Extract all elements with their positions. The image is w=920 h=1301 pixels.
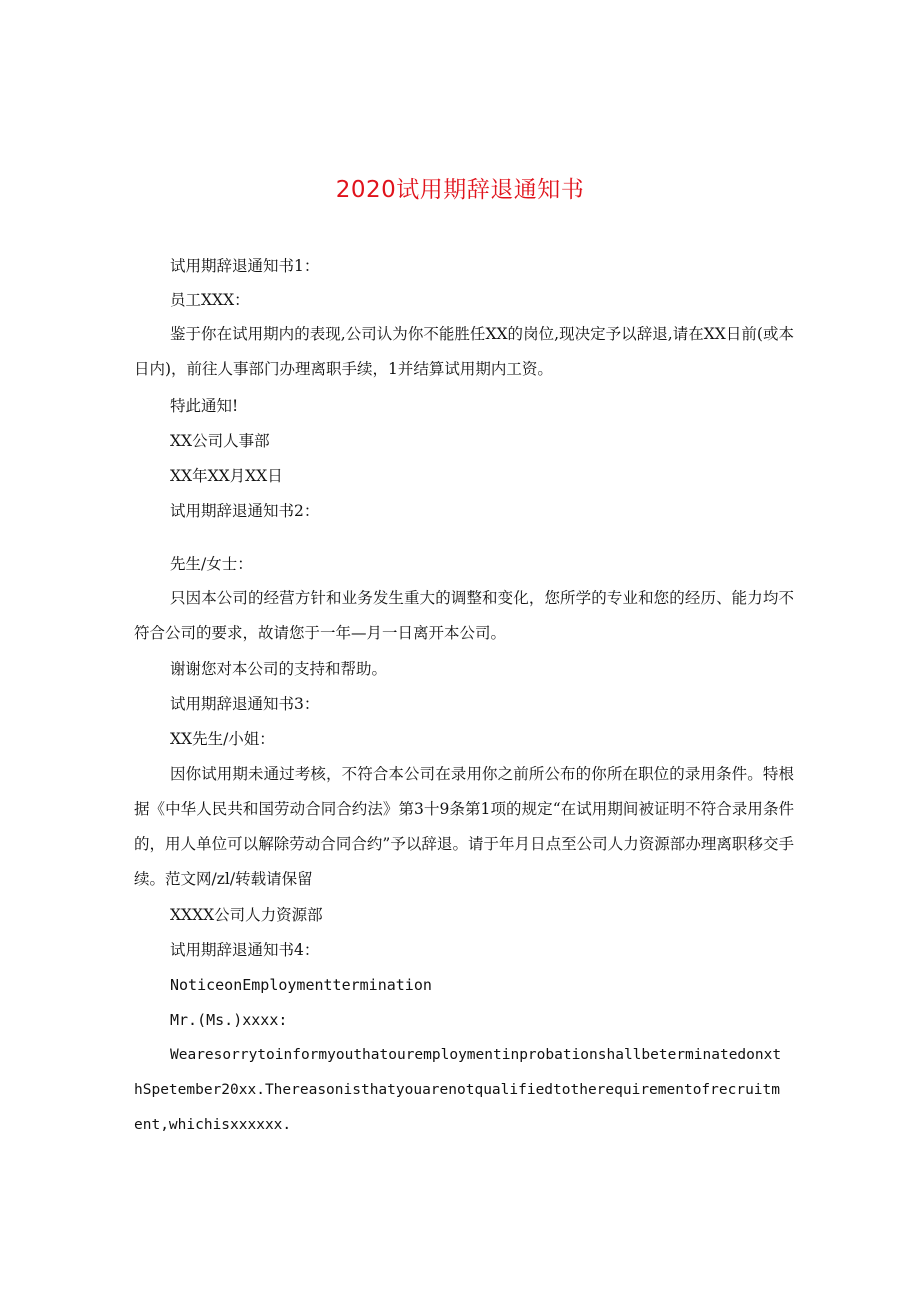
notice1-closing: 特此通知! [170, 397, 239, 415]
document-title: 2020试用期辞退通知书 [335, 177, 585, 203]
notice2-salutation: 先生/女士： [170, 555, 253, 573]
notice1-salutation: 员工XXX： [170, 291, 250, 309]
notice1-department: XX公司人事部 [170, 432, 270, 450]
notice2-thanks: 谢谢您对本公司的支持和帮助。 [170, 660, 388, 678]
notice1-heading: 试用期辞退通知书1： [170, 257, 320, 275]
notice4-english-title: NoticeonEmploymenttermination [170, 976, 432, 994]
notice3-department: XXXX公司人力资源部 [170, 906, 323, 924]
notice4-body: WearesorrytoinformyouthatouremploymentinprobationshallbeterminatedonxthSpetember20xx.Thereasonisthatyouarenotqualifiedtotherequirementofrecruitment,whichisxxxxxx. [134, 1047, 782, 1133]
notice1-date: XX年XX月XX日 [170, 467, 283, 485]
notice4-heading: 试用期辞退通知书4： [170, 941, 320, 959]
notice3-heading: 试用期辞退通知书3： [170, 695, 320, 713]
notice3-body: 因你试用期未通过考核，不符合本公司在录用你之前所公布的你所在职位的录用条件。特根据《中华人民共和国劳动合同合约法》第3十9条第1项的规定“在试用期间被证明不符合录用条件的，用人单位可以解除劳动合同合约”予以辞退。请于年月日点至公司人力资源部办理离职移交手续。范文网/zl/转载请保留 [134, 765, 794, 888]
notice2-heading: 试用期辞退通知书2： [170, 502, 320, 520]
notice4-salutation: Mr.(Ms.)xxxx: [170, 1011, 288, 1029]
notice3-salutation: XX先生/小姐： [170, 730, 275, 748]
notice1-body: 鉴于你在试用期内的表现,公司认为你不能胜任XX的岗位,现决定予以辞退,请在XX日前(或本日内)，前往人事部门办理离职手续，1并结算试用期内工资。 [134, 325, 794, 378]
notice2-body: 只因本公司的经营方针和业务发生重大的调整和变化，您所学的专业和您的经历、能力均不符合公司的要求，故请您于一年—月一日离开本公司。 [134, 589, 794, 642]
